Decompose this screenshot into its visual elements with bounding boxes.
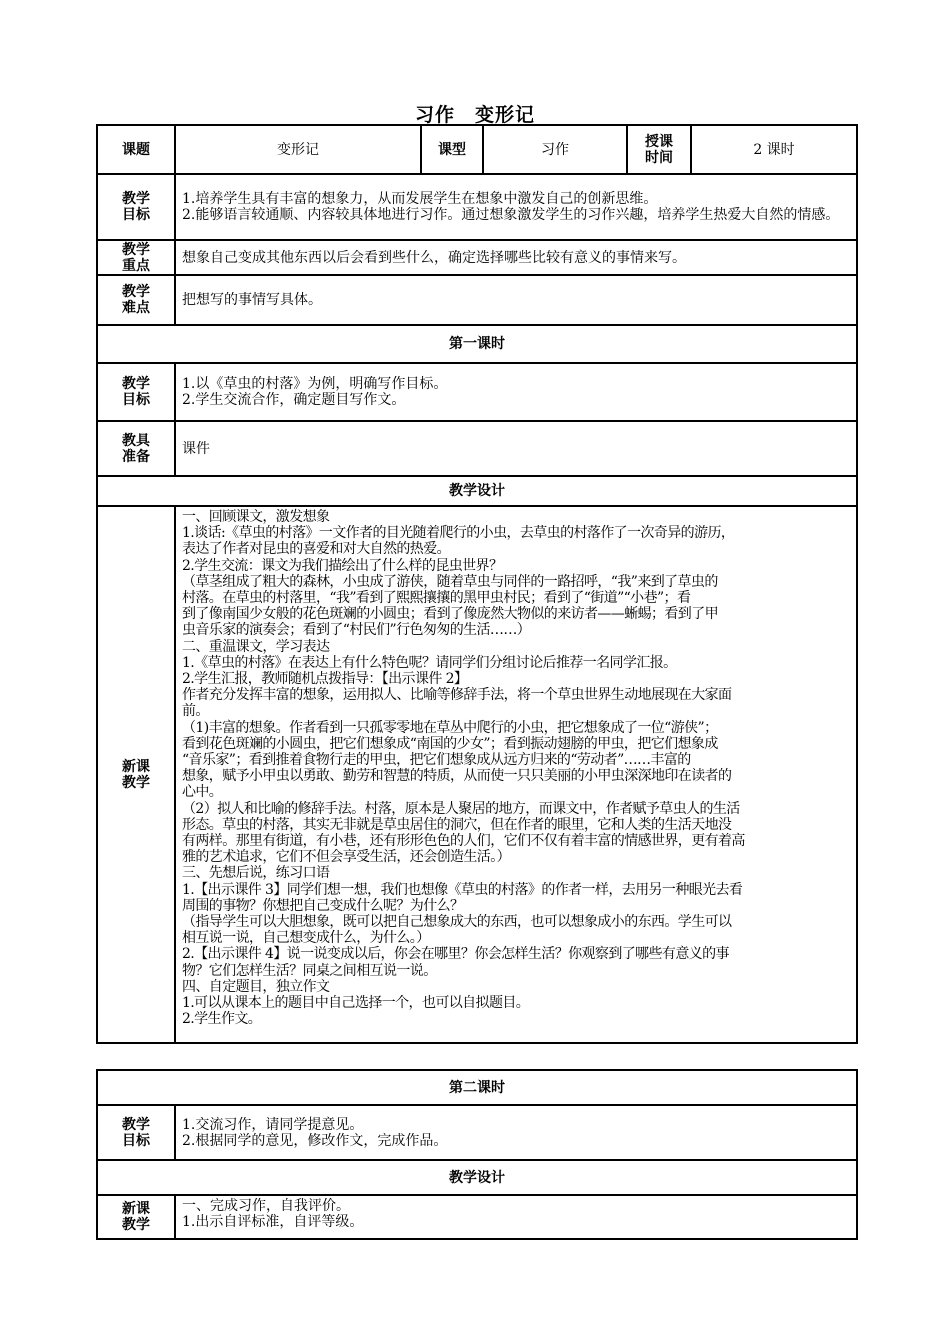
content-line: 1.出示自评标准，自评等级。 (182, 1214, 364, 1231)
goal-line: 1.培养学生具有丰富的想象力，从而发展学生在想象中激发自己的创新思维。 (182, 191, 658, 207)
label-line: 目标 (122, 207, 150, 223)
content-line: 2.学生交流：课文为我们描绘出了什么样的昆虫世界？ (182, 557, 503, 574)
tools-label (97, 421, 175, 476)
content-line: 一、回顾课文，激发想象 (182, 509, 330, 525)
goals-label (97, 174, 175, 240)
content-line: 表达了作者对昆虫的喜爱和对大自然的热爱。 (182, 541, 450, 558)
label-line: 教学 (122, 241, 150, 258)
content-line: 虫音乐家的演奏会；看到了“村民们”行色匆匆的生活……） (182, 622, 531, 639)
key-text: 想象自己变成其他东西以后会看到些什么，确定选择哪些比较有意义的事情来写。 (175, 240, 857, 275)
content-line: 周围的事物？你想把自己变成什么呢？为什么？ (182, 897, 464, 914)
content-line: （草茎组成了粗大的森林，小虫成了游侠，随着草虫与同伴的一路招呼，“我”来到了草虫的 (182, 573, 718, 590)
content-line: 想象，赋予小甲虫以勇敢、勤劳和智慧的特质，从而使一只只美丽的小甲虫深深地印在读者的 (182, 768, 732, 785)
hours-label-line: 授课 (645, 133, 673, 150)
l1-goals-label (97, 363, 175, 421)
key-label (97, 240, 175, 275)
label-line: 目标 (122, 392, 150, 408)
content-line: 有两样。那里有街道，有小巷，还有形形色色的人们，它们不仅有着丰富的情感世界，更有着高 (182, 833, 745, 850)
newlesson-lines (182, 1198, 850, 1230)
newlesson-lines (182, 509, 850, 1028)
l2-newlesson-label (97, 1195, 175, 1239)
l2-goals-label (97, 1105, 175, 1160)
content-line: 2.【出示课件 4】说一说变成以后，你会在哪里？你会怎样生活？你观察到了哪些有意义的事 (182, 946, 729, 963)
l2-newlesson-content (175, 1195, 857, 1239)
lesson1-heading: 第一课时 (97, 325, 857, 363)
content-line: 村落。在草虫的村落里，“我”看到了熙熙攘攘的黑甲虫村民；看到了“街道”“小巷”；看 (182, 590, 691, 607)
label-line: 准备 (122, 448, 150, 465)
l2-design-heading: 教学设计 (97, 1160, 857, 1195)
label-line: 重点 (122, 257, 150, 274)
goals-cell (175, 174, 857, 240)
hours-label-line: 时间 (645, 149, 673, 166)
goal-line: 1.交流习作，请同学提意见。 (182, 1116, 364, 1133)
content-line: 三、先想后说，练习口语 (182, 865, 330, 882)
label-line: 教学 (122, 376, 150, 392)
content-line: 相互说一说，自己想变成什么，为什么。） (182, 930, 430, 947)
newlesson-label (97, 506, 175, 1043)
difficulty-text: 把想写的事情写具体。 (175, 275, 857, 325)
content-line: 物？它们怎样生活？同桌之间相互说一说。 (182, 962, 437, 979)
content-line: 四、自定题目，独立作文 (182, 978, 330, 995)
label-line: 教具 (122, 432, 150, 449)
label-line: 教学 (122, 1217, 150, 1233)
label-line: 难点 (122, 300, 150, 316)
topic-label: 课题 (97, 125, 175, 174)
hours-value: 2 课时 (691, 125, 857, 174)
content-line: “音乐家”；看到推着食物行走的甲虫，把它们想象成从远方归来的“劳动者”……丰富的 (182, 752, 691, 769)
l2-goals-cell (175, 1105, 857, 1160)
content-line: 前。 (182, 703, 209, 720)
content-line: 二、重温课文，学习表达 (182, 638, 330, 655)
content-line: 1.可以从课本上的题目中自己选择一个，也可以自拟题目。 (182, 995, 530, 1012)
content-line: 1.【出示课件 3】同学们想一想，我们也想像《草虫的村落》的作者一样，去用另一种眼光去看 (182, 881, 743, 898)
goal-line: 2.能够语言较通顺、内容较具体地进行习作。通过想象激发学生的习作兴趣，培养学生热爱大自然的情感。 (182, 207, 840, 223)
goal-line: 2.学生交流合作，确定题目写作文。 (182, 392, 406, 408)
label-line: 教学 (122, 1116, 150, 1133)
document-title: 习作 变形记 (414, 104, 535, 126)
design-heading: 教学设计 (97, 476, 857, 506)
content-line: 形态。草虫的村落，其实无非就是草虫居住的洞穴，但在作者的眼里，它和人类的生活天地没 (182, 816, 732, 833)
difficulty-label (97, 275, 175, 325)
lesson2-heading: 第二课时 (97, 1070, 857, 1105)
content-line: 1.《草虫的村落》在表达上有什么特色呢？请同学们分组讨论后推荐一名同学汇报。 (182, 654, 677, 671)
content-line: 2.学生作文。 (182, 1011, 262, 1028)
hours-label (627, 125, 691, 174)
label-line: 目标 (122, 1132, 150, 1149)
label-line: 新课 (122, 1201, 150, 1217)
content-line: （指导学生可以大胆想象，既可以把自己想象成大的东西，也可以想象成小的东西。学生可以 (182, 914, 732, 931)
lesson-plan-table-2 (96, 1069, 858, 1240)
label-line: 教学 (122, 284, 150, 300)
topic-value: 变形记 (175, 125, 421, 174)
content-line: 2.学生汇报，教师随机点拨指导：【出示课件 2】 (182, 671, 468, 688)
content-line: 1.谈话:《草虫的村落》一文作者的目光随着爬行的小虫，去草虫的村落作了一次奇异的游历， (182, 525, 735, 542)
content-line: 雅的艺术追求，它们不但会享受生活，还会创造生活。） (182, 849, 510, 866)
content-line: 到了像南国少女般的花色斑斓的小圆虫；看到了像庞然大物似的来访者——蜥蜴；看到了甲 (182, 606, 718, 623)
content-line: （1)丰富的想象。作者看到一只孤零零地在草丛中爬行的小虫，把它想象成了一位“游侠”； (182, 719, 718, 736)
type-label: 课型 (421, 125, 483, 174)
tools-text: 课件 (175, 421, 857, 476)
content-line: 看到花色斑斓的小圆虫，把它们想象成“南国的少女”；看到振动翅膀的甲虫，把它们想象成 (182, 735, 718, 752)
lesson-plan-table-1 (96, 124, 858, 1044)
content-line: 心中。 (182, 784, 223, 801)
label-line: 新课 (122, 758, 150, 775)
label-line: 教学 (122, 774, 150, 791)
l1-goals-cell (175, 363, 857, 421)
goal-line: 2.根据同学的意见，修改作文，完成作品。 (182, 1132, 448, 1149)
content-line: 一、完成习作，自我评价。 (182, 1198, 350, 1214)
content-line: 作者充分发挥丰富的想象，运用拟人、比喻等修辞手法，将一个草虫世界生动地展现在大家面 (182, 687, 732, 704)
goal-line: 1.以《草虫的村落》为例，明确写作目标。 (182, 376, 448, 392)
label-line: 教学 (122, 191, 150, 207)
newlesson-content (175, 506, 857, 1043)
content-line: （2）拟人和比喻的修辞手法。村落，原本是人聚居的地方，而课文中，作者赋予草虫人的生活 (182, 800, 740, 817)
type-value: 习作 (483, 125, 627, 174)
